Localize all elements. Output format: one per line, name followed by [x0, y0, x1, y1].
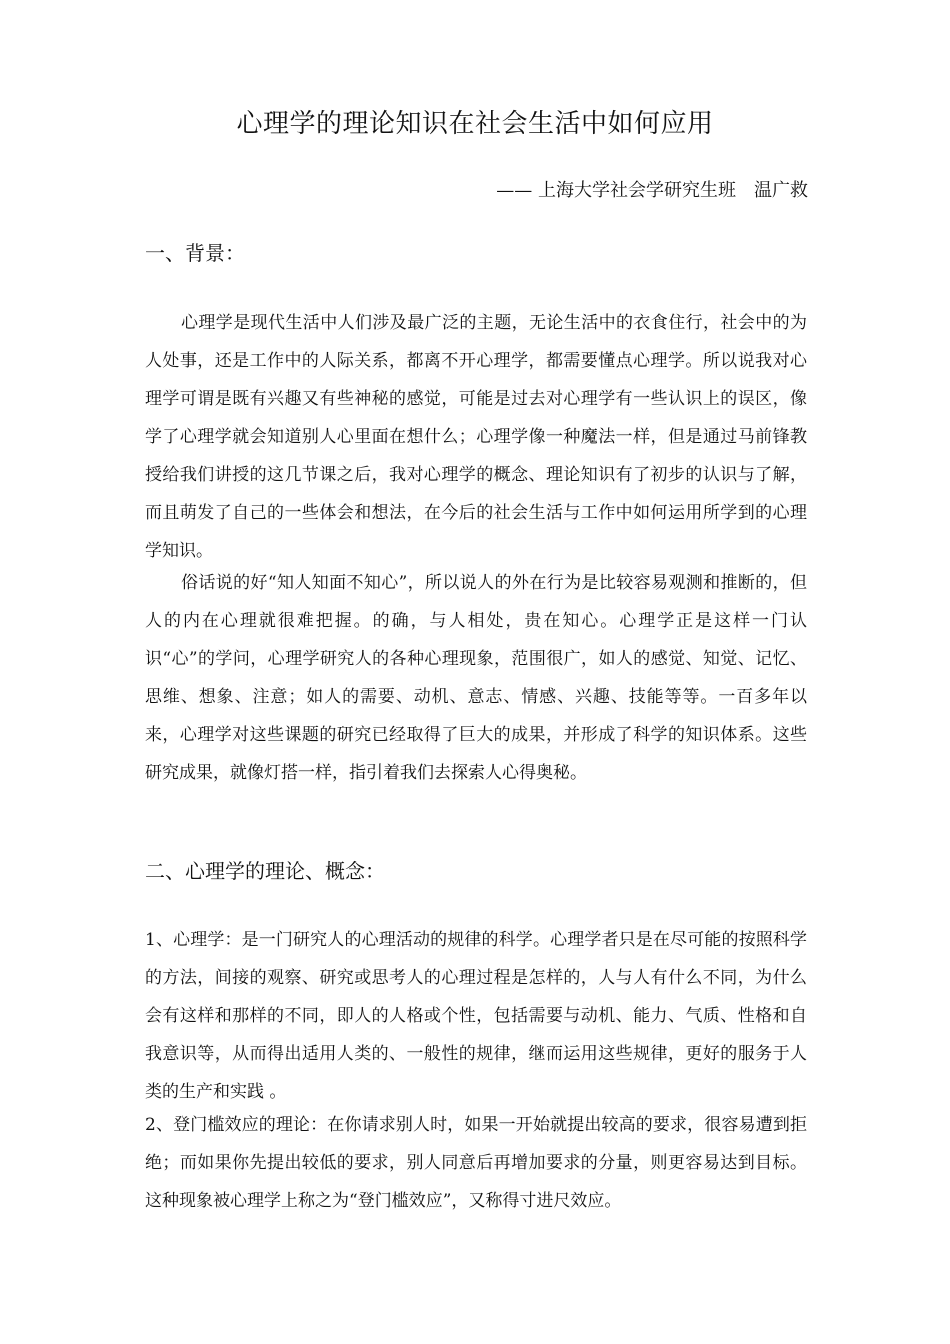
paragraph-background-2: 俗话说的好“知人知面不知心”，所以说人的外在行为是比较容易观测和推断的，但人的内在心理就很难把握。的确，与人相处，贵在知心。心理学正是这样一门认识“心”的学问，心理学研究人的各种心理现象，范围很广，如人的感觉、知觉、记忆、思维、想象、注意；如人的需要、动机、意志、情感、兴趣、技能等等。一百多年以来，心理学对这些课题的研究已经取得了巨大的成果，并形成了科学的知识体系。这些研究成果，就像灯搭一样，指引着我们去探索人心得奥秘。	[145, 573, 807, 783]
author-line: —— 上海大学社会学研究生班 温广救	[496, 180, 808, 201]
section-heading-background: 一、背景：	[145, 241, 245, 265]
paragraph-theory-2: 2、登门槛效应的理论：在你请求别人时，如果一开始就提出较高的要求，很容易遭到拒绝；而如果你先提出较低的要求，别人同意后再增加要求的分量，则更容易达到目标。这种现象被心理学上称之为“登门槛效应”，又称得寸进尺效应。	[145, 1115, 807, 1211]
paragraph-theory-1: 1、心理学：是一门研究人的心理活动的规律的科学。心理学者只是在尽可能的按照科学的方法，间接的观察、研究或思考人的心理过程是怎样的，人与人有什么不同，为什么会有这样和那样的不同，即人的人格或个性，包括需要与动机、能力、气质、性格和自我意识等，从而得出适用人类的、一般性的规律，继而运用这些规律，更好的服务于人类的生产和实践 。	[145, 930, 807, 1102]
document-title: 心理学的理论知识在社会生活中如何应用	[236, 109, 714, 139]
section-heading-theory: 二、心理学的理论、概念：	[145, 859, 385, 883]
paragraph-background-1: 心理学是现代生活中人们涉及最广泛的主题，无论生活中的衣食住行，社会中的为人处事，还是工作中的人际关系，都离不开心理学，都需要懂点心理学。所以说我对心理学可谓是既有兴趣又有些神秘的感觉，可能是过去对心理学有一些认识上的误区，像学了心理学就会知道别人心里面在想什么；心理学像一种魔法一样，但是通过马前锋教授给我们讲授的这几节课之后，我对心理学的概念、理论知识有了初步的认识与了解，而且萌发了自己的一些体会和想法，在今后的社会生活与工作中如何运用所学到的心理学知识。	[145, 313, 807, 561]
